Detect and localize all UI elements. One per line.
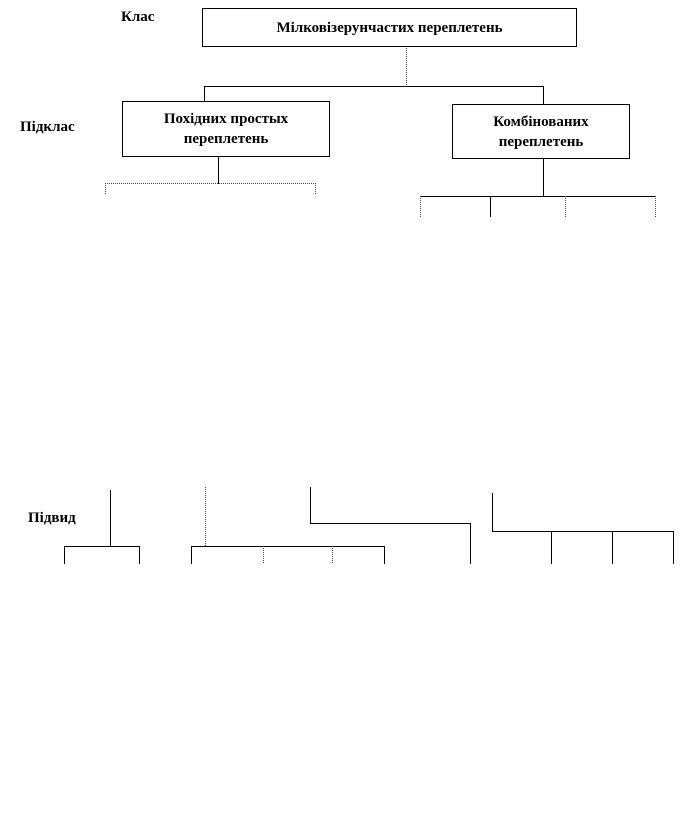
- node-combined: [452, 104, 630, 159]
- node-combined-text: Комбінованих переплетень: [493, 113, 589, 150]
- node-derived-text: Похідних простых переплетень: [163, 111, 289, 147]
- level-label-subclass: Підклас: [20, 119, 75, 135]
- level-label-subtype: Підвид: [28, 510, 76, 526]
- level-label-class: Клас: [121, 9, 155, 25]
- node-root-text: Мілковізерунчастих переплетень: [276, 19, 503, 36]
- node-root: [202, 8, 577, 47]
- node-derived: [122, 101, 330, 157]
